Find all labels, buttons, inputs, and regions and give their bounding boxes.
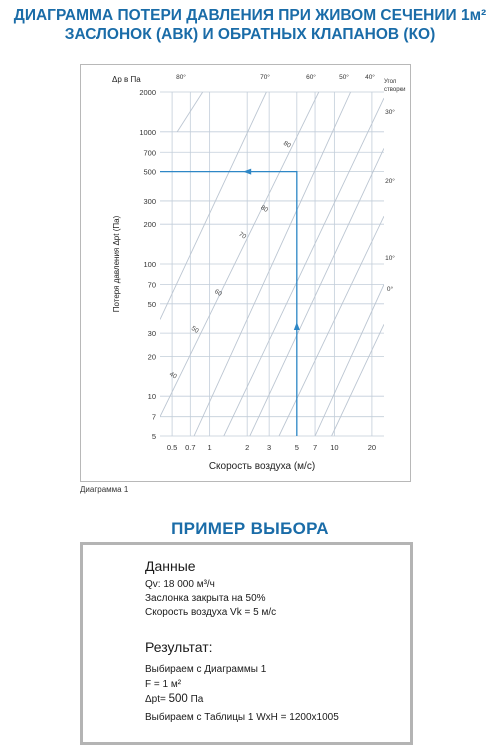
dpt-unit: Па (187, 694, 204, 705)
dpt-prefix: Δpt= (145, 694, 169, 705)
angle-label-30: 30° (385, 109, 395, 116)
y-tick-label-500: 500 (143, 167, 156, 177)
x-tick-label-5: 5 (294, 443, 299, 452)
angle-header-line-1: Угол (384, 79, 397, 85)
x-tick-label-10: 10 (330, 443, 339, 452)
y-tick-label-2000: 2000 (139, 88, 156, 97)
curve-20 (279, 216, 384, 436)
curve-60 (160, 92, 319, 417)
x-tick-label-2: 2 (245, 443, 250, 452)
x-axis-label: Скорость воздуха (м/с) (208, 461, 316, 472)
example-result-line-4: Выбираем с Таблицы 1 WxH = 1200x1005 (145, 712, 339, 723)
curve-inner-label-2: 70 (237, 230, 248, 241)
y-tick-label-70: 70 (147, 280, 156, 290)
y-tick-label-1000: 1000 (139, 127, 156, 137)
x-tick-label-0-5: 0.5 (166, 443, 178, 452)
x-tick-label-0-7: 0.7 (185, 443, 196, 452)
y-tick-label-7: 7 (151, 412, 156, 422)
angle-label-0: 0° (386, 286, 394, 293)
y-tick-label-700: 700 (143, 148, 156, 158)
curve-inner-label-1: 80 (259, 204, 270, 214)
example-data-line-3: Скорость воздуха Vk = 5 м/с (145, 607, 277, 618)
y-tick-label-30: 30 (147, 329, 156, 339)
y-tick-label-100: 100 (143, 260, 156, 269)
example-result-line-3 (145, 693, 203, 705)
angle-label-10: 10° (385, 255, 395, 262)
curve-inner-label-4: 50 (189, 325, 200, 335)
example-result-title: Результат: (145, 639, 213, 655)
y-tick-label-200: 200 (143, 220, 156, 230)
angle-label-20: 20° (385, 178, 395, 185)
y-unit-label: Δp в Па (112, 75, 141, 84)
x-tick-label-20: 20 (367, 443, 377, 452)
y-tick-label-300: 300 (143, 196, 156, 206)
dpt-value: 500 (168, 693, 188, 705)
angle-label-70: 70° (260, 74, 270, 81)
chart-caption: Диаграмма 1 (80, 485, 129, 494)
curve-inner-label-5: 40 (167, 370, 178, 381)
example-result-line-1: Выбираем с Диаграммы 1 (145, 664, 267, 675)
pressure-loss-chart (80, 64, 411, 482)
y-tick-label-5: 5 (151, 432, 156, 441)
example-data-line-1: Qv: 18 000 м³/ч (145, 579, 215, 590)
example-data-title: Данные (145, 558, 196, 574)
title-line-1: ДИАГРАММА ПОТЕРИ ДАВЛЕНИЯ ПРИ ЖИВОМ СЕЧЕНИИ 1м² (13, 7, 487, 24)
angle-header-line-2: створки (384, 87, 406, 93)
example-result-line-2: F = 1 м² (145, 679, 182, 690)
angle-label-60: 60° (306, 74, 316, 81)
x-tick-label-3: 3 (267, 443, 272, 452)
angle-label-50: 50° (339, 74, 349, 81)
curve-70 (160, 92, 266, 320)
example-box (80, 542, 413, 745)
y-tick-label-50: 50 (147, 299, 156, 309)
example-heading: ПРИМЕР ВЫБОРА (171, 519, 329, 538)
angle-label-80: 80° (176, 74, 186, 81)
y-tick-label-10: 10 (147, 392, 156, 402)
curve-inner-label-3: 60 (213, 288, 223, 298)
curve-10 (315, 284, 384, 436)
curve-inner-label-0: 80 (281, 139, 292, 150)
x-tick-label-1: 1 (207, 443, 212, 452)
y-tick-label-20: 20 (147, 352, 156, 362)
title-line-2: ЗАСЛОНОК (АВК) И ОБРАТНЫХ КЛАПАНОВ (КО) (64, 26, 436, 43)
example-data-line-2: Заслонка закрыта на 50% (145, 593, 266, 604)
angle-label-40: 40° (365, 74, 375, 81)
x-tick-label-7: 7 (312, 443, 318, 452)
page-title (0, 6, 500, 44)
example-arrow-up (294, 322, 300, 330)
y-axis-label: Потеря давления Δpt (Па) (112, 215, 121, 313)
